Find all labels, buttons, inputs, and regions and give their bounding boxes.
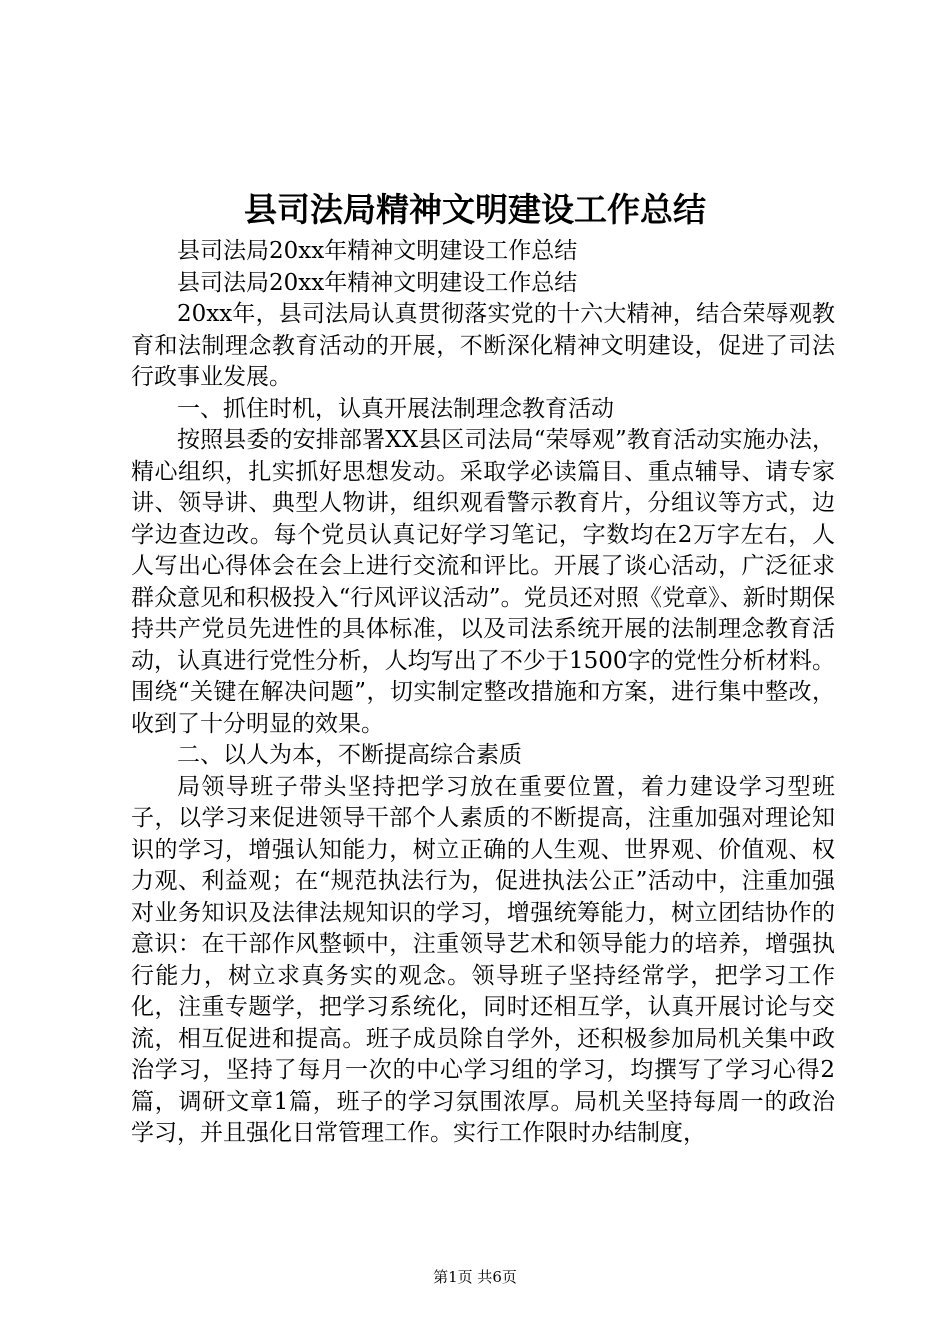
intro-paragraph: 20xx年，县司法局认真贯彻落实党的十六大精神，结合荣辱观教育和法制理念教育活动的开展，不断深化精神文明建设，促进了司法行政事业发展。	[131, 301, 835, 390]
section-heading-2: 二、以人为本，不断提高综合素质	[177, 742, 522, 768]
section-2-paragraph: 局领导班子带头坚持把学习放在重要位置，着力建设学习型班子，以学习来促进领导干部个人素质的不断提高，注重加强对理论知识的学习，增强认知能力，树立正确的人生观、世界观、价值观、权力观、利益观；在“规范执法行为，促进执法公正”活动中，注重加强对业务知识及法律法规知识的学习，增强统筹能力，树立团结协作的意识：在干部作风整顿中，注重领导艺术和领导能力的培养，增强执行能力，树立求真务实的观念。领导班子坚持经常学，把学习工作化，注重专题学，把学习系统化，同时还相互学，认真开展讨论与交流，相互促进和提高。班子成员除自学外，还积极参加局机关集中政治学习，坚持了每月一次的中心学习组的学习，均撰写了学习心得2篇，调研文章1篇，班子的学习氛围浓厚。局机关坚持每周一的政治学习，并且强化日常管理工作。实行工作限时办结制度，	[131, 773, 835, 1146]
subtitle-line-2: 县司法局20xx年精神文明建设工作总结	[177, 269, 578, 296]
section-heading-1: 一、抓住时机，认真开展法制理念教育活动	[177, 395, 614, 422]
document-body	[131, 236, 835, 1150]
page-footer: 第1页 共6页	[433, 1268, 517, 1286]
section-1-paragraph: 按照县委的安排部署XX县区司法局“荣辱观”教育活动实施办法，精心组织，扎实抓好思想发动。采取学必读篇目、重点辅导、请专家讲、领导讲、典型人物讲，组织观看警示教育片，分组议等方式，边学边查边改。每个党员认真记好学习笔记，字数均在2万字左右，人人写出心得体会在会上进行交流和评比。开展了谈心活动，广泛征求群众意见和积极投入“行风评议活动”。党员还对照《党章》、新时期保持共产党员先进性的具体标准，以及司法系统开展的法制理念教育活动，认真进行党性分析，人均写出了不少于1500字的党性分析材料。围绕“关键在解决问题”，切实制定整改措施和方案，进行集中整改，收到了十分明显的效果。	[131, 427, 835, 737]
document-title: 县司法局精神文明建设工作总结	[244, 190, 706, 229]
subtitle-line-1: 县司法局20xx年精神文明建设工作总结	[177, 238, 578, 264]
